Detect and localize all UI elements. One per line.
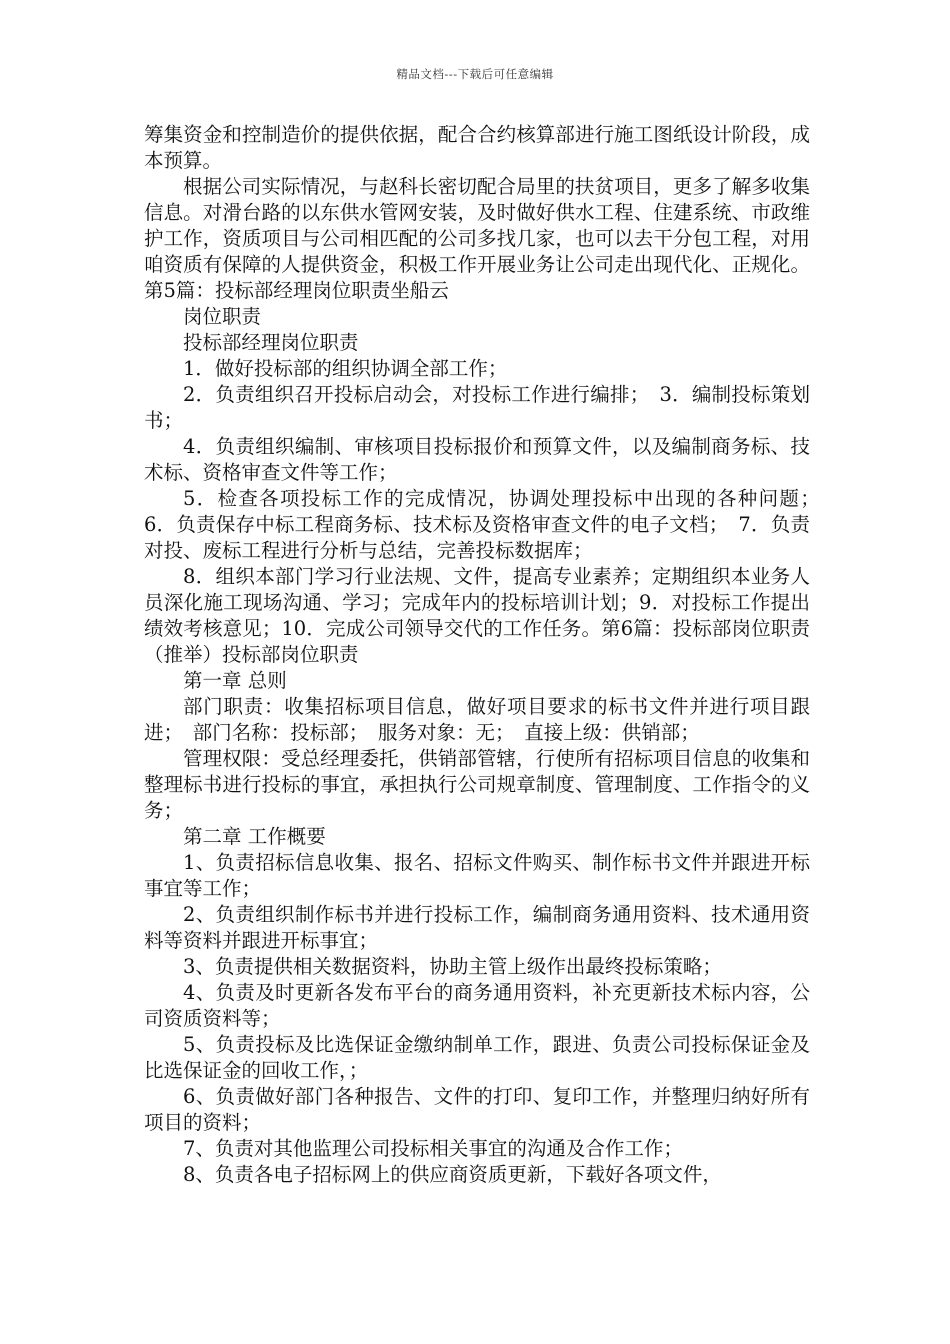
document-body	[144, 122, 830, 1188]
body-paragraph: 1．做好投标部的组织协调全部工作；	[183, 357, 508, 380]
body-paragraph: 5．检查各项投标工作的完成情况，协调处理投标中出现的各种问题； 6．负责保存中标工程商务标、技术标及资格审查文件的电子文档； 7．负责对投、废标工程进行分析与总结，完善投标数据库；	[144, 487, 830, 562]
body-paragraph: 7、负责对其他监理公司投标相关事宜的沟通及合作工作；	[183, 1137, 683, 1160]
body-paragraph: 8．组织本部门学习行业法规、文件，提高专业素养；定期组织本业务人员深化施工现场沟通、学习；完成年内的投标培训计划；9．对投标工作提出绩效考核意见；10．完成公司领导交代的工作任务。第6篇：投标部岗位职责（推举）投标部岗位职责	[144, 565, 810, 666]
body-paragraph: 第一章 总则	[183, 669, 287, 692]
body-paragraph: 管理权限：受总经理委托，供销部管辖，行使所有招标项目信息的收集和整理标书进行投标的事宜，承担执行公司规章制度、管理制度、工作指令的义务；	[144, 747, 810, 822]
body-paragraph: 2．负责组织召开投标启动会，对投标工作进行编排； 3．编制投标策划书；	[144, 383, 810, 432]
body-paragraph: 岗位职责	[183, 305, 262, 328]
body-paragraph: 3、负责提供相关数据资料，协助主管上级作出最终投标策略；	[183, 955, 722, 978]
body-paragraph: 第二章 工作概要	[183, 825, 326, 848]
body-paragraph: 6、负责做好部门各种报告、文件的打印、复印工作，并整理归纳好所有项目的资料；	[144, 1085, 810, 1134]
page-header: 精品文档---下载后可任意编辑	[396, 67, 554, 81]
body-paragraph: 根据公司实际情况，与赵科长密切配合局里的扶贫项目，更多了解多收集信息。对滑台路的以东供水管网安装，及时做好供水工程、住建系统、市政维护工作，资质项目与公司相匹配的公司多找几家，也可以去干分包工程，对用咱资质有保障的人提供资金，积极工作开展业务让公司走出现代化、正规化。第5篇：投标部经理岗位职责坐船云	[144, 175, 810, 302]
body-paragraph: 4、负责及时更新各发布平台的商务通用资料，补充更新技术标内容，公司资质资料等；	[144, 981, 810, 1030]
body-paragraph: 2、负责组织制作标书并进行投标工作，编制商务通用资料、技术通用资料等资料并跟进开标事宜；	[144, 903, 810, 952]
body-paragraph: 部门职责：收集招标项目信息，做好项目要求的标书文件并进行项目跟进； 部门名称：投标部； 服务对象：无； 直接上级：供销部；	[144, 695, 810, 744]
body-paragraph: 5、负责投标及比选保证金缴纳制单工作，跟进、负责公司投标保证金及比选保证金的回收工作，；	[144, 1033, 810, 1082]
body-paragraph: 筹集资金和控制造价的提供依据，配合合约核算部进行施工图纸设计阶段，成本预算。	[144, 123, 810, 172]
body-paragraph: 8、负责各电子招标网上的供应商资质更新，下载好各项文件，	[183, 1163, 722, 1186]
body-paragraph: 4．负责组织编制、审核项目投标报价和预算文件，以及编制商务标、技术标、资格审查文件等工作；	[144, 435, 810, 484]
body-paragraph: 1、负责招标信息收集、报名、招标文件购买、制作标书文件并跟进开标事宜等工作；	[144, 851, 810, 900]
body-paragraph: 投标部经理岗位职责	[183, 331, 359, 354]
